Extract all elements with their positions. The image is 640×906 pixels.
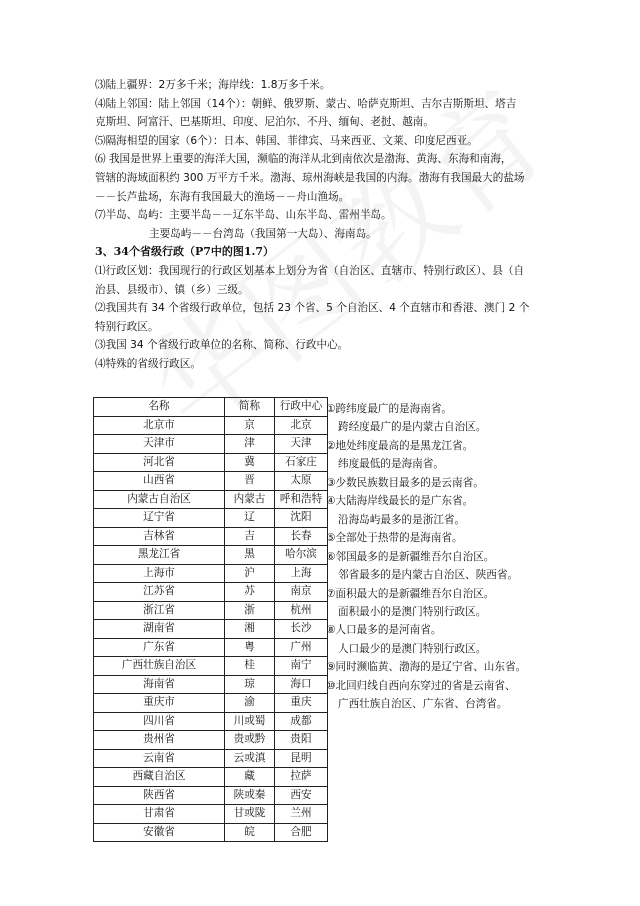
cell-abbr: 粤 [225, 638, 275, 657]
cell-name: 安徽省 [94, 823, 225, 842]
cell-abbr: 辽 [225, 509, 275, 528]
table-row [94, 472, 328, 491]
text-block [95, 76, 565, 374]
cell-abbr: 黑 [225, 546, 275, 565]
table-row [94, 620, 328, 639]
table-row [94, 823, 328, 842]
fact-item: ⑤全部处于热带的是海南省。 [326, 532, 463, 545]
cell-abbr: 藏 [225, 768, 275, 787]
cell-abbr: 沪 [225, 564, 275, 583]
cell-name: 广西壮族自治区 [94, 657, 225, 676]
table-row [94, 583, 328, 602]
cell-capital: 沈阳 [275, 509, 328, 528]
cell-capital: 长春 [275, 527, 328, 546]
cell-capital: 上海 [275, 564, 328, 583]
table-row [94, 435, 328, 454]
table-row [94, 675, 328, 694]
cell-capital: 石家庄 [275, 453, 328, 472]
cell-capital: 呼和浩特 [275, 490, 328, 509]
cell-capital: 天津 [275, 435, 328, 454]
table-row [94, 527, 328, 546]
cell-abbr: 浙 [225, 601, 275, 620]
fact-item: ①跨纬度最广的是海南省。 [326, 403, 453, 415]
cell-capital: 长沙 [275, 620, 328, 639]
fact-item: ③少数民族数目最多的是云南省。 [326, 476, 484, 489]
table-row [94, 416, 328, 435]
cell-capital: 南京 [275, 583, 328, 602]
fact-item: ⑨同时濒临黄、渤海的是辽宁省、山东省。 [326, 661, 527, 674]
peninsula-line: ⑺半岛、岛屿：主要半岛－－辽东半岛、山东半岛、雷州半岛。 [95, 209, 392, 222]
fact-item-sub: 广西壮族自治区、广东省、台湾省。 [338, 698, 508, 711]
ocean-line-cont-1: 管辖的海域面积约 300 万平方千米。渤海、琼州海峡是我国的内海。渤海有我国最大的盐场 [95, 171, 525, 184]
cell-capital: 广州 [275, 638, 328, 657]
cell-name: 北京市 [94, 416, 225, 435]
cell-name: 云南省 [94, 749, 225, 768]
cell-name: 广东省 [94, 638, 225, 657]
table-row [94, 712, 328, 731]
land-border-line: ⑶陆上疆界：2万多千米；海岸线：1.8万多千米。 [95, 79, 331, 91]
cell-name: 上海市 [94, 564, 225, 583]
fact-item-sub: 人口最少的是澳门特别行政区。 [338, 642, 487, 655]
section-heading: 3、34个省级行政（P7中的图1.7） [95, 245, 275, 259]
cell-capital: 贵阳 [275, 731, 328, 750]
header-capital: 行政中心 [275, 398, 328, 417]
fact-item: ⑦面积最大的是新疆维吾尔自治区。 [326, 587, 495, 600]
cell-name: 吉林省 [94, 527, 225, 546]
cell-capital: 昆明 [275, 749, 328, 768]
units-line-cont: 特别行政区。 [95, 320, 159, 333]
table-row [94, 768, 328, 787]
cell-name: 陕西省 [94, 786, 225, 805]
table-row [94, 805, 328, 824]
cell-abbr: 内蒙古 [225, 490, 275, 509]
cell-abbr: 甘或陇 [225, 805, 275, 824]
cell-abbr: 湘 [225, 620, 275, 639]
table-row [94, 786, 328, 805]
cell-abbr: 津 [225, 435, 275, 454]
cell-capital: 太原 [275, 472, 328, 491]
fact-item: ⑥邻国最多的是新疆维吾尔自治区。 [326, 550, 495, 563]
cell-name: 江苏省 [94, 583, 225, 602]
cell-abbr: 云或滇 [225, 749, 275, 768]
ocean-line-cont-2: －－长芦盐场，东海有我国最大的渔场－－舟山渔场。 [95, 190, 350, 203]
cell-abbr: 琼 [225, 675, 275, 694]
island-line: 主要岛屿－－台湾岛（我国第一大岛）、海南岛。 [149, 227, 377, 240]
table-row [94, 601, 328, 620]
fact-item: ⑩北回归线自西向东穿过的省是云南省、 [326, 679, 516, 692]
division-line: ⑴行政区划：我国现行的行政区划基本上划分为省（自治区、直辖市、特别行政区）、县（自 [95, 264, 525, 277]
cell-abbr: 吉 [225, 527, 275, 546]
cell-name: 四川省 [94, 712, 225, 731]
cell-capital: 兰州 [275, 805, 328, 824]
cell-name: 天津市 [94, 435, 225, 454]
fact-item: ⑧人口最多的是河南省。 [326, 624, 442, 637]
fact-item: ④大陆海岸线最长的是广东省。 [326, 495, 474, 508]
cell-name: 贵州省 [94, 731, 225, 750]
table-row [94, 731, 328, 750]
special-line: ⑷特殊的省级行政区。 [95, 357, 201, 370]
land-neighbors-line: ⑷陆上邻国：陆上邻国（14个）：朝鲜、俄罗斯、蒙古、哈萨克斯坦、吉尔吉斯斯坦、塔吉 [95, 97, 517, 110]
fact-item-sub: 纬度最低的是海南省。 [338, 458, 444, 471]
cell-capital: 拉萨 [275, 768, 328, 787]
cell-capital: 杭州 [275, 601, 328, 620]
cell-capital: 哈尔滨 [275, 546, 328, 565]
facts-list [326, 400, 626, 714]
cell-abbr: 苏 [225, 583, 275, 602]
cell-name: 西藏自治区 [94, 768, 225, 787]
cell-capital: 重庆 [275, 694, 328, 713]
cell-capital: 合肥 [275, 823, 328, 842]
cell-abbr: 贵或黔 [225, 731, 275, 750]
division-line-cont: 治县、县级市）、镇（乡）三级。 [95, 283, 249, 296]
cell-name: 山西省 [94, 472, 225, 491]
cell-abbr: 桂 [225, 657, 275, 676]
cell-capital: 海口 [275, 675, 328, 694]
fact-item-sub: 面积最小的是澳门特别行政区。 [338, 605, 487, 618]
table-row [94, 509, 328, 528]
cell-capital: 成都 [275, 712, 328, 731]
table-row [94, 564, 328, 583]
units-line: ⑵我国共有 34 个省级行政单位，包括 23 个省、5 个自治区、4 个直辖市和香港、澳门 2 个 [95, 302, 530, 315]
cell-capital: 南宁 [275, 657, 328, 676]
ocean-line: ⑹ 我国是世界上重要的海洋大国，濒临的海洋从北到南依次是渤海、黄海、东海和南海， [95, 153, 512, 166]
cell-name: 浙江省 [94, 601, 225, 620]
cell-name: 内蒙古自治区 [94, 490, 225, 509]
cell-name: 甘肃省 [94, 805, 225, 824]
table-row [94, 657, 328, 676]
land-neighbors-line-cont: 克斯坦、阿富汗、巴基斯坦、印度、尼泊尔、不丹、缅甸、老挝、越南。 [95, 116, 434, 129]
table-row [94, 453, 328, 472]
table-row [94, 749, 328, 768]
table-row [94, 694, 328, 713]
cell-capital: 北京 [275, 416, 328, 435]
cell-abbr: 冀 [225, 453, 275, 472]
cell-abbr: 晋 [225, 472, 275, 491]
fact-item-sub: 跨经度最广的是内蒙古自治区。 [338, 421, 487, 434]
cell-name: 海南省 [94, 675, 225, 694]
header-name: 名称 [94, 398, 225, 417]
cell-abbr: 京 [225, 416, 275, 435]
table-row [94, 490, 328, 509]
provinces-table [93, 397, 328, 842]
table-row [94, 546, 328, 565]
cell-name: 重庆市 [94, 694, 225, 713]
cell-abbr: 渝 [225, 694, 275, 713]
cell-abbr: 川或蜀 [225, 712, 275, 731]
header-abbr: 简称 [225, 398, 275, 417]
cell-name: 河北省 [94, 453, 225, 472]
table-row [94, 638, 328, 657]
cell-name: 湖南省 [94, 620, 225, 639]
fact-item-sub: 邻省最多的是内蒙古自治区、陕西省。 [338, 569, 519, 582]
cell-name: 黑龙江省 [94, 546, 225, 565]
cell-capital: 西安 [275, 786, 328, 805]
fact-item: ②地处纬度最高的是黑龙江省。 [326, 439, 474, 452]
table-header-row [94, 398, 328, 417]
fact-item-sub: 沿海岛屿最多的是浙江省。 [338, 513, 466, 526]
names-line: ⑶我国 34 个省级行政单位的名称、简称、行政中心。 [95, 339, 349, 352]
cell-abbr: 皖 [225, 823, 275, 842]
sea-neighbors-line: ⑸隔海相望的国家（6个）：日本、韩国、菲律宾、马来西亚、文莱、印度尼西亚。 [95, 134, 478, 147]
cell-name: 辽宁省 [94, 509, 225, 528]
cell-abbr: 陕或秦 [225, 786, 275, 805]
